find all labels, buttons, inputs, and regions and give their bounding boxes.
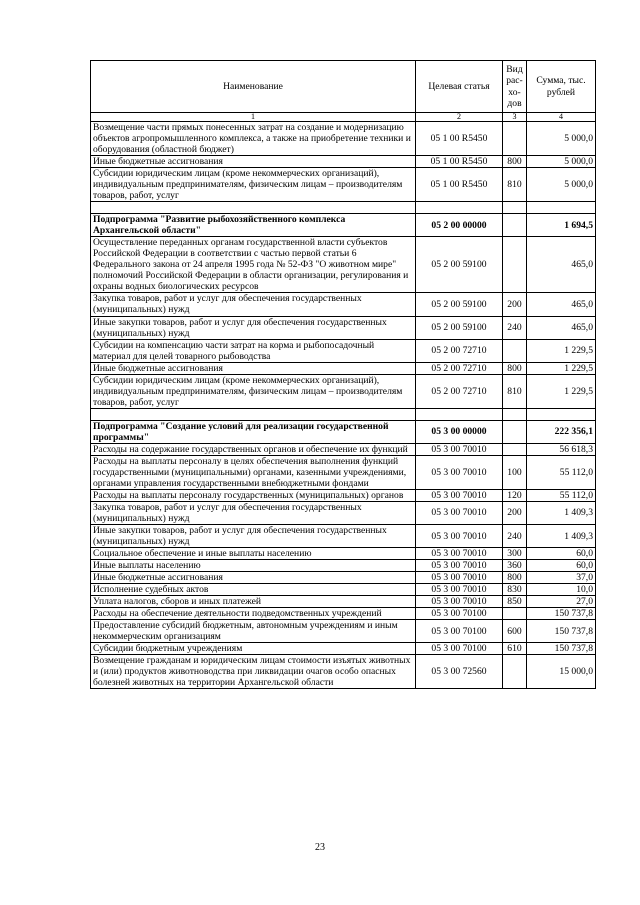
row-type: 120 — [503, 489, 527, 501]
row-sum: 55 112,0 — [527, 455, 596, 489]
row-name: Иные закупки товаров, работ и услуг для обеспечения государственных (муниципальных) нужд — [91, 525, 416, 548]
row-name — [91, 408, 416, 420]
row-sum: 55 112,0 — [527, 489, 596, 501]
table-row — [91, 214, 596, 237]
row-sum: 56 618,3 — [527, 443, 596, 455]
column-number: 2 — [416, 113, 503, 122]
row-name: Социальное обеспечение и иные выплаты населению — [91, 548, 416, 560]
row-name: Возмещение части прямых понесенных затрат на создание и модернизацию объектов агропромышленного комплекса, а также на приобретение техники и оборудования (областной бюджет) — [91, 122, 416, 156]
row-code: 05 3 00 70010 — [416, 548, 503, 560]
table-row — [91, 572, 596, 584]
row-name: Расходы на обеспечение деятельности подведомственных учреждений — [91, 608, 416, 620]
row-sum: 1 409,3 — [527, 525, 596, 548]
row-sum: 150 737,8 — [527, 620, 596, 643]
row-name: Подпрограмма "Развитие рыбохозяйственного комплекса Архангельской области" — [91, 214, 416, 237]
row-type: 200 — [503, 293, 527, 316]
row-type: 360 — [503, 560, 527, 572]
row-name: Расходы на содержание государственных органов и обеспечение их функций — [91, 443, 416, 455]
row-type — [503, 420, 527, 443]
budget-table — [90, 60, 596, 689]
row-sum — [527, 202, 596, 214]
row-code — [416, 202, 503, 214]
row-type — [503, 339, 527, 362]
row-sum: 1 409,3 — [527, 501, 596, 524]
row-sum: 1 229,5 — [527, 374, 596, 408]
row-type: 240 — [503, 525, 527, 548]
row-name: Предоставление субсидий бюджетным, автономным учреждениям и иным некоммерческим организациям — [91, 620, 416, 643]
row-name: Иные закупки товаров, работ и услуг для обеспечения государственных (муниципальных) нужд — [91, 316, 416, 339]
row-sum: 10,0 — [527, 584, 596, 596]
row-type: 800 — [503, 572, 527, 584]
table-body — [91, 122, 596, 689]
table-header — [91, 61, 596, 122]
row-code: 05 1 00 R5450 — [416, 156, 503, 168]
table-row — [91, 620, 596, 643]
table-row — [91, 156, 596, 168]
row-code: 05 2 00 72710 — [416, 362, 503, 374]
row-sum: 27,0 — [527, 596, 596, 608]
table-row — [91, 608, 596, 620]
row-code: 05 3 00 00000 — [416, 420, 503, 443]
table-row — [91, 655, 596, 689]
row-name: Субсидии на компенсацию части затрат на корма и рыбопосадочный материал для целей товарного рыбоводства — [91, 339, 416, 362]
table-row — [91, 525, 596, 548]
row-code: 05 3 00 70010 — [416, 501, 503, 524]
column-number: 1 — [91, 113, 416, 122]
column-number: 3 — [503, 113, 527, 122]
row-sum: 5 000,0 — [527, 122, 596, 156]
row-type — [503, 408, 527, 420]
row-sum: 465,0 — [527, 293, 596, 316]
row-name — [91, 202, 416, 214]
page-number: 23 — [315, 842, 325, 853]
row-sum — [527, 408, 596, 420]
row-sum: 1 229,5 — [527, 339, 596, 362]
row-type: 810 — [503, 374, 527, 408]
row-code: 05 3 00 70010 — [416, 489, 503, 501]
row-sum: 465,0 — [527, 237, 596, 293]
row-type — [503, 443, 527, 455]
table-row — [91, 489, 596, 501]
row-code: 05 2 00 59100 — [416, 237, 503, 293]
row-type — [503, 202, 527, 214]
row-code: 05 3 00 72560 — [416, 655, 503, 689]
row-name: Исполнение судебных актов — [91, 584, 416, 596]
row-code: 05 2 00 72710 — [416, 374, 503, 408]
row-name: Иные выплаты населению — [91, 560, 416, 572]
row-type: 810 — [503, 168, 527, 202]
row-name: Осуществление переданных органам государственной власти субъектов Российской Федерации в соответствии с частью первой статьи 6 Федерального закона от 24 апреля 1995 года № 52-ФЗ "О животном мире" полномочий Российской Федерации в области организации, регулирования и охраны водных биологических ресурсов — [91, 237, 416, 293]
row-type: 240 — [503, 316, 527, 339]
row-code: 05 3 00 70100 — [416, 608, 503, 620]
row-type: 610 — [503, 643, 527, 655]
row-name: Возмещение гражданам и юридическим лицам стоимости изъятых животных и (или) продуктов животноводства при ликвидации очагов особо опасных болезней животных на территории Архангельской области — [91, 655, 416, 689]
row-code: 05 3 00 70010 — [416, 584, 503, 596]
header-name: Наименование — [91, 61, 416, 113]
row-type: 600 — [503, 620, 527, 643]
row-type: 100 — [503, 455, 527, 489]
row-name: Субсидии бюджетным учреждениям — [91, 643, 416, 655]
row-code: 05 3 00 70100 — [416, 620, 503, 643]
row-sum: 150 737,8 — [527, 643, 596, 655]
table-row — [91, 420, 596, 443]
row-type: 800 — [503, 156, 527, 168]
table-row — [91, 443, 596, 455]
column-number-row — [91, 113, 596, 122]
row-code: 05 3 00 70100 — [416, 643, 503, 655]
row-code: 05 2 00 59100 — [416, 293, 503, 316]
row-sum: 222 356,1 — [527, 420, 596, 443]
table-row — [91, 560, 596, 572]
table-row — [91, 237, 596, 293]
row-name: Иные бюджетные ассигнования — [91, 362, 416, 374]
row-sum: 60,0 — [527, 548, 596, 560]
row-code: 05 3 00 70010 — [416, 560, 503, 572]
table-row — [91, 339, 596, 362]
table-row — [91, 122, 596, 156]
row-code: 05 1 00 R5450 — [416, 122, 503, 156]
table-row — [91, 293, 596, 316]
row-sum: 15 000,0 — [527, 655, 596, 689]
table-row — [91, 316, 596, 339]
row-type — [503, 655, 527, 689]
row-sum: 60,0 — [527, 560, 596, 572]
row-sum: 5 000,0 — [527, 168, 596, 202]
row-type: 200 — [503, 501, 527, 524]
table-row — [91, 362, 596, 374]
row-type: 830 — [503, 584, 527, 596]
header-sum: Сумма, тыс. рублей — [527, 61, 596, 113]
row-name: Подпрограмма "Создание условий для реализации государственной программы" — [91, 420, 416, 443]
spacer-row — [91, 408, 596, 420]
table-row — [91, 643, 596, 655]
row-code: 05 2 00 00000 — [416, 214, 503, 237]
row-type — [503, 237, 527, 293]
row-type: 300 — [503, 548, 527, 560]
row-type — [503, 608, 527, 620]
row-code: 05 3 00 70010 — [416, 525, 503, 548]
table-row — [91, 596, 596, 608]
row-type: 850 — [503, 596, 527, 608]
row-sum: 37,0 — [527, 572, 596, 584]
row-name: Расходы на выплаты персоналу государственных (муниципальных) органов — [91, 489, 416, 501]
row-name: Иные бюджетные ассигнования — [91, 572, 416, 584]
table-row — [91, 455, 596, 489]
row-type — [503, 122, 527, 156]
table-row — [91, 168, 596, 202]
row-sum: 465,0 — [527, 316, 596, 339]
table-row — [91, 584, 596, 596]
row-sum: 1 694,5 — [527, 214, 596, 237]
row-name: Закупка товаров, работ и услуг для обеспечения государственных (муниципальных) нужд — [91, 501, 416, 524]
spacer-row — [91, 202, 596, 214]
table-row — [91, 374, 596, 408]
header-code: Целевая статья — [416, 61, 503, 113]
table-row — [91, 548, 596, 560]
row-code: 05 3 00 70010 — [416, 443, 503, 455]
row-code: 05 2 00 59100 — [416, 316, 503, 339]
row-code: 05 3 00 70010 — [416, 455, 503, 489]
row-name: Иные бюджетные ассигнования — [91, 156, 416, 168]
row-sum: 1 229,5 — [527, 362, 596, 374]
row-sum: 5 000,0 — [527, 156, 596, 168]
table-row — [91, 501, 596, 524]
row-name: Субсидии юридическим лицам (кроме некоммерческих организаций), индивидуальным предпринимателям, физическим лицам – производителям товаров, работ, услуг — [91, 374, 416, 408]
row-code — [416, 408, 503, 420]
row-name: Закупка товаров, работ и услуг для обеспечения государственных (муниципальных) нужд — [91, 293, 416, 316]
row-sum: 150 737,8 — [527, 608, 596, 620]
row-name: Расходы на выплаты персоналу в целях обеспечения выполнения функций государственными (муниципальными) органами, казенными учреждениями, органами управления государственными внебюджетными фондами — [91, 455, 416, 489]
row-code: 05 2 00 72710 — [416, 339, 503, 362]
row-name: Субсидии юридическим лицам (кроме некоммерческих организаций), индивидуальным предпринимателям, физическим лицам – производителям товаров, работ, услуг — [91, 168, 416, 202]
row-code: 05 3 00 70010 — [416, 572, 503, 584]
row-name: Уплата налогов, сборов и иных платежей — [91, 596, 416, 608]
header-type: Вид рас- хо- дов — [503, 61, 527, 113]
row-code: 05 1 00 R5450 — [416, 168, 503, 202]
row-code: 05 3 00 70010 — [416, 596, 503, 608]
column-number: 4 — [527, 113, 596, 122]
row-type — [503, 214, 527, 237]
row-type: 800 — [503, 362, 527, 374]
